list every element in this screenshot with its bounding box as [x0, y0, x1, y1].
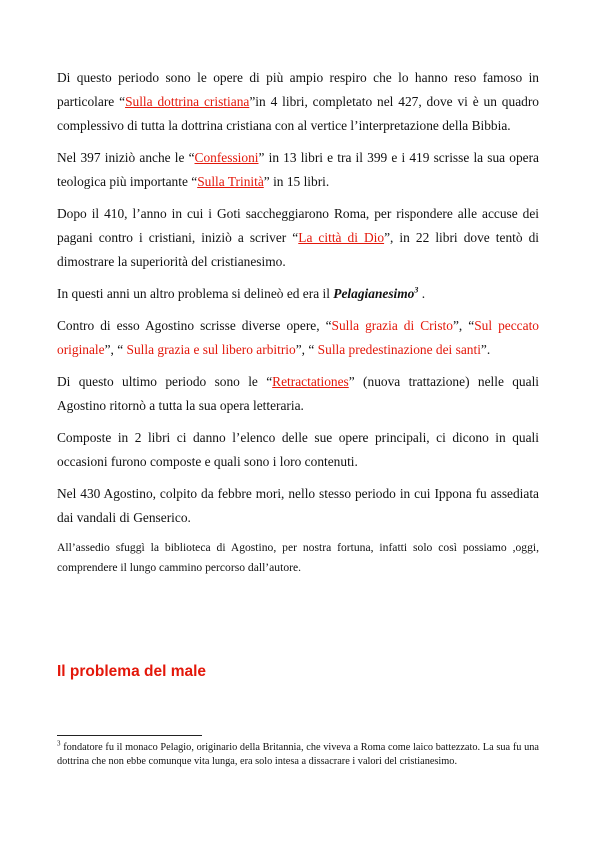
text-run: All’assedio sfuggì la biblioteca di Agostino, per nostra fortuna, infatti solo così possiamo ,oggi, comprendere il lungo cammino percorso dall’autore. [57, 541, 539, 574]
text-run: ”, in 22 libri dove tentò di dimostrare la superiorità del cristianesimo. [57, 230, 540, 269]
footnote [57, 741, 539, 768]
paragraph-9 [57, 538, 539, 578]
paragraph-3 [57, 202, 539, 274]
link-sulla-dottrina-cristiana[interactable]: Sulla dottrina cristiana [125, 94, 250, 109]
text-run: Nel 430 Agostino, colpito da febbre mori, nello stesso periodo in cui Ippona fu assediata dai vandali di Genserico. [57, 486, 539, 525]
term-pelagianesimo: Pelagianesimo [333, 286, 415, 301]
text-run: ” in 15 libri. [263, 174, 330, 189]
text-run: ”, “ [104, 342, 127, 357]
link-sulla-predestinazione-dei-santi[interactable]: Sulla predestinazione dei santi [317, 342, 481, 357]
footnote-divider [57, 735, 202, 736]
paragraph-1 [57, 66, 539, 138]
section-heading: Il problema del male [57, 663, 207, 680]
text-run: ” (nuova trattazione) nelle quali Agostino ritornò a tutta la sua opera letteraria. [57, 374, 540, 413]
text-run: ”, “ [452, 318, 475, 333]
link-confessioni[interactable]: Confessioni [194, 150, 259, 165]
link-retractationes[interactable]: Retractationes [272, 374, 349, 389]
footnote-ref[interactable]: 3 [414, 285, 419, 295]
link-sulla-trinita[interactable]: Sulla Trinità [197, 174, 264, 189]
paragraph-8 [57, 482, 539, 530]
link-sulla-grazia-e-libero-arbitrio[interactable]: Sulla grazia e sul libero arbitrio [126, 342, 296, 357]
paragraph-7 [57, 426, 539, 474]
link-la-citta-di-dio[interactable]: La città di Dio [298, 230, 385, 245]
paragraph-6 [57, 370, 539, 418]
text-run: In questi anni un altro problema si delineò ed era il [57, 286, 334, 301]
text-run: Di questo ultimo periodo sono le “ [57, 374, 273, 389]
text-run: ” in 13 libri e tra il 399 e i 419 scrisse la sua opera teologica più importante “ [57, 150, 539, 189]
text-run: Dopo il 410, l’anno in cui i Goti saccheggiarono Roma, per rispondere alle accuse dei pagani contro i cristiani, iniziò a scriver “ [57, 206, 539, 245]
text-run: . [418, 286, 426, 301]
text-run: Composte in 2 libri ci danno l’elenco delle sue opere principali, ci dicono in quali occasioni furono composte e quali sono i loro contenuti. [57, 430, 539, 469]
paragraph-2 [57, 146, 539, 194]
text-run: ”in 4 libri, completato nel 427, dove vi è un quadro complessivo di tutta la dottrina cristiana con al vertice l’interpretazione della Bibbia. [57, 94, 539, 133]
link-sul-peccato-originale[interactable]: Sul peccato originale [57, 318, 539, 357]
paragraph-4 [57, 282, 539, 306]
text-run: Nel 397 iniziò anche le “ [57, 150, 195, 165]
body-text [57, 66, 539, 578]
text-run: ”. [480, 342, 491, 357]
text-run: Contro di esso Agostino scrisse diverse opere, “ [57, 318, 332, 333]
text-run: Di questo periodo sono le opere di più ampio respiro che lo hanno reso famoso in particolare “ [57, 70, 539, 109]
footnote-text: fondatore fu il monaco Pelagio, originario della Britannia, che viveva a Roma come laico battezzato. La sua fu una dottrina che non ebbe comunque vita lunga, era solo intesa a dissacrare i valori del cristianesimo. [57, 742, 539, 767]
link-sulla-grazia-di-cristo[interactable]: Sulla grazia di Cristo [331, 318, 453, 333]
footnote-number: 3 [57, 739, 61, 748]
paragraph-5 [57, 314, 539, 362]
text-run: ”, “ [295, 342, 318, 357]
